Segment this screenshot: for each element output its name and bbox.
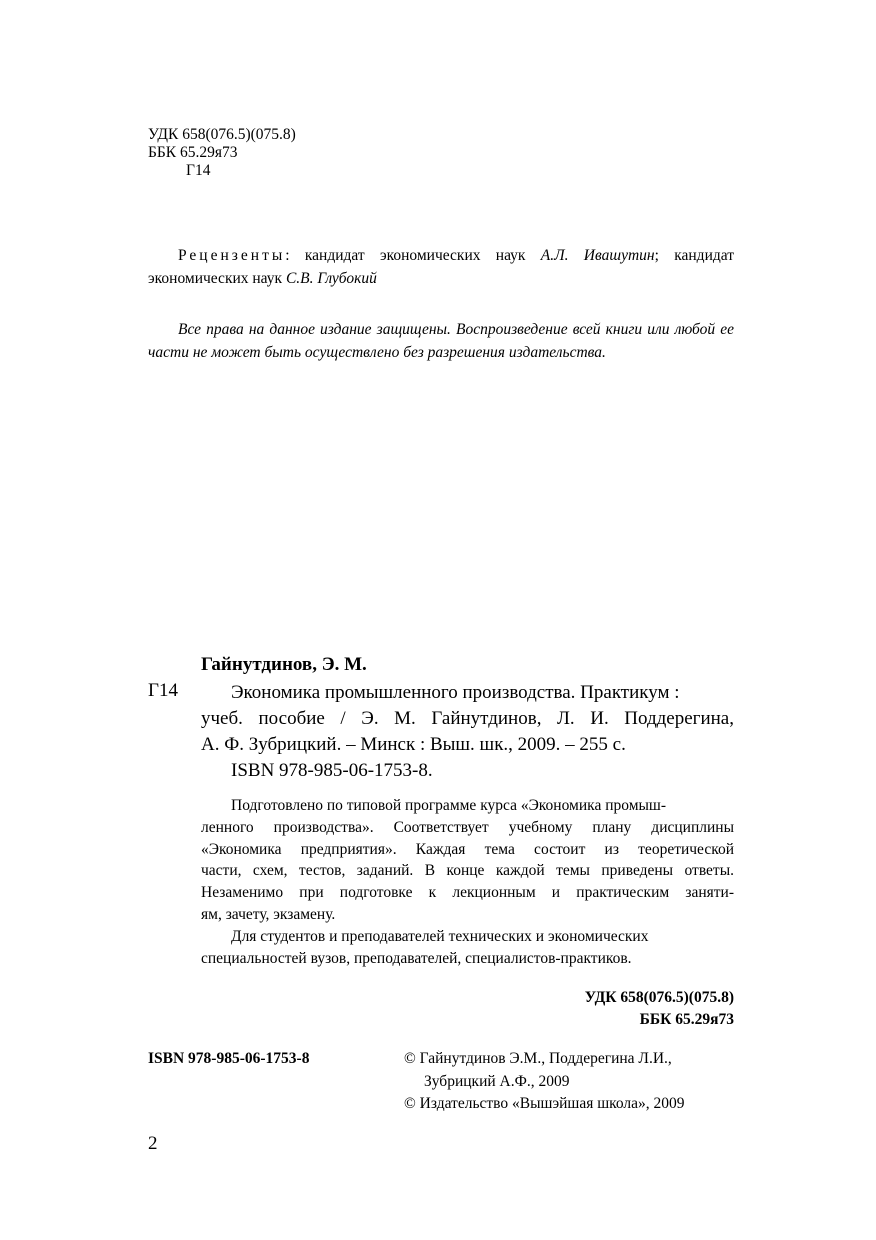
- author-code: Г14: [186, 162, 211, 179]
- annotation-line-5: Незаменимо при подготовке к лекционным и практическим заняти-: [201, 884, 734, 902]
- annotation-line-3: «Экономика предприятия». Каждая тема состоит из теоретической: [201, 840, 734, 858]
- reviewers-paragraph: [148, 244, 734, 290]
- annotation-line-7: Для студентов и преподавателей технических и экономических: [231, 927, 649, 945]
- footer-bbk: ББК 65.29я73: [639, 1011, 734, 1028]
- copyright-line-1: © Гайнутдинов Э.М., Поддерегина Л.И.,: [404, 1050, 672, 1067]
- catalog-description: [201, 680, 734, 784]
- annotation-line-2: ленного производства». Соответствует учебному плану дисциплины: [201, 818, 734, 836]
- copyright-line-2: Зубрицкий А.Ф., 2009: [424, 1072, 570, 1090]
- annotation-line-8: специальностей вузов, преподавателей, специалистов-практиков.: [201, 949, 632, 967]
- catalog-line-4: ISBN 978-985-06-1753-8.: [231, 760, 433, 781]
- footer-classification: [585, 987, 734, 1031]
- catalog-code: Г14: [148, 680, 178, 701]
- annotation-line-4: части, схем, тестов, заданий. В конце каждой темы приведены ответы.: [201, 862, 734, 880]
- reviewers-text-2: ; кандидат экономических наук: [148, 247, 734, 287]
- catalog-line-3: А. Ф. Зубрицкий. – Минск : Выш. шк., 2009. – 255 с.: [201, 734, 626, 755]
- page-number: 2: [148, 1133, 158, 1154]
- reviewer-name-1: А.Л. Ивашутин: [540, 247, 655, 264]
- footer-udk: УДК 658(076.5)(075.8): [584, 989, 734, 1006]
- catalog-line-1: Экономика промышленного производства. Практикум :: [231, 682, 680, 703]
- annotation-line-6: ям, зачету, экзамену.: [201, 905, 336, 923]
- isbn: ISBN 978-985-06-1753-8: [148, 1050, 310, 1067]
- udk-code: УДК 658(076.5)(075.8): [148, 126, 296, 143]
- catalog-line-2: учеб. пособие / Э. М. Гайнутдинов, Л. И. Поддерегина,: [201, 708, 734, 729]
- annotation: [201, 795, 734, 969]
- reviewers-text-1: : кандидат экономических наук: [285, 247, 541, 264]
- bbk-code: ББК 65.29я73: [148, 144, 238, 161]
- copyright-block: [404, 1048, 685, 1116]
- annotation-line-1: Подготовлено по типовой программе курса «Экономика промыш-: [231, 797, 667, 814]
- reviewer-name-2: С.В. Глубокий: [285, 270, 377, 287]
- copyright-line-3: © Издательство «Вышэйшая школа», 2009: [404, 1095, 685, 1112]
- catalog-author: Гайнутдинов, Э. М.: [201, 654, 367, 675]
- rights-notice: Все права на данное издание защищены. Воспроизведение всей книги или любой ее части не может быть осуществлено без разрешения издательства.: [148, 321, 734, 361]
- classification-block: [148, 126, 296, 180]
- reviewers-label: Рецензенты: [178, 247, 286, 264]
